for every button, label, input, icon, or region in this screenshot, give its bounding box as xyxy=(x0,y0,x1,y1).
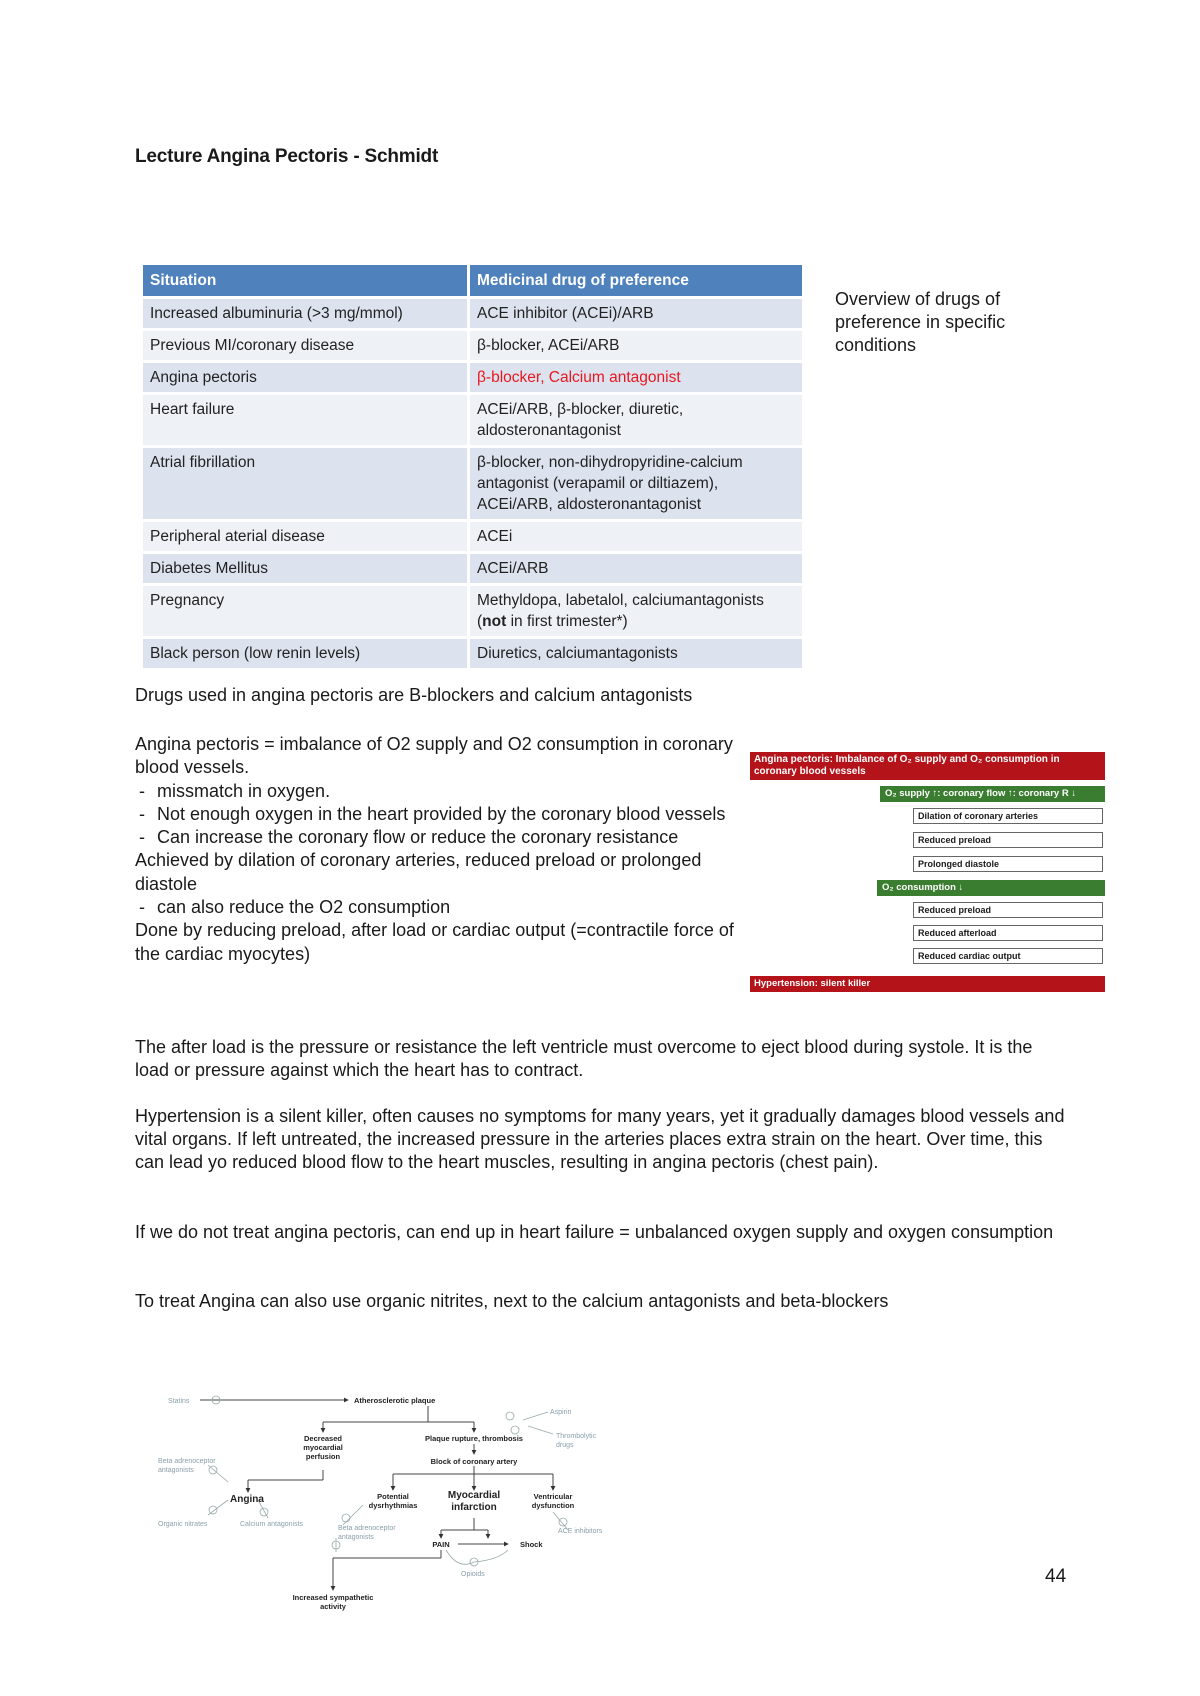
flow-node-ventricular: dysfunction xyxy=(531,1501,575,1510)
list-item: - can also reduce the O2 consumption xyxy=(135,896,735,919)
flow-node-dysrhythmias: dysrhythmias xyxy=(368,1501,418,1510)
page-number: 44 xyxy=(1045,1566,1067,1587)
flow-node-block: Block of coronary artery xyxy=(430,1457,518,1466)
o2-supply-item: Prolonged diastole xyxy=(913,856,1103,872)
drug-cell xyxy=(469,585,804,638)
flow-node-dysrhythmias: Potential xyxy=(377,1492,409,1501)
flow-node-rupture: Plaque rupture, thrombosis xyxy=(425,1434,523,1443)
table-caption: Overview of drugs of preference in specific conditions xyxy=(835,289,1006,355)
table-row xyxy=(143,521,804,553)
table-row xyxy=(143,447,804,521)
flow-drug-calcium: Calcium antagonists xyxy=(240,1521,304,1528)
situation-cell: Previous MI/coronary disease xyxy=(143,330,469,362)
drug-text: Methyldopa, labetalol, calciumantagonists ( xyxy=(477,592,764,630)
drugs-line: Drugs used in angina pectoris are B-blockers and calcium antagonists xyxy=(135,685,693,705)
drug-cell: β-blocker, ACEi/ARB xyxy=(469,330,804,362)
table-row xyxy=(143,638,804,669)
inhibit-icon xyxy=(506,1412,514,1420)
flow-node-decreased: myocardial xyxy=(303,1443,343,1452)
list-item: - Can increase the coronary flow or reduce the coronary resistance xyxy=(135,826,735,849)
drug-cell: β-blocker, non-dihydropyridine-calcium antagonist (verapamil or diltiazem), ACEi/ARB, aldosteronantagonist xyxy=(469,447,804,521)
o2-consumption-item: Reduced preload xyxy=(913,902,1103,918)
flow-node-decreased: perfusion xyxy=(305,1452,341,1461)
flow-drug-beta2: antagonists xyxy=(338,1534,374,1541)
o2-balance-diagram xyxy=(750,752,1105,992)
table-row xyxy=(143,553,804,585)
o2-supply-header: O₂ supply ↑: coronary flow ↑: coronary R ↓ xyxy=(880,786,1105,802)
heart-failure-paragraph: If we do not treat angina pectoris, can end up in heart failure = unbalanced oxygen supply and oxygen consumption xyxy=(135,1222,1054,1242)
flow-node-plaque: Atherosclerotic plaque xyxy=(354,1396,436,1405)
drug-preference-table xyxy=(143,265,805,668)
drug-cell: ACEi xyxy=(469,521,804,553)
flow-drug-thrombolytic: drugs xyxy=(556,1442,574,1449)
flow-drug-thrombolytic: Thrombolytic xyxy=(556,1433,597,1440)
flow-node-sympathetic: activity xyxy=(320,1602,346,1611)
table-row xyxy=(143,394,804,447)
flow-drug-beta: Beta adrenoceptor xyxy=(158,1458,216,1465)
flow-drug-beta: antagonists xyxy=(158,1467,194,1474)
o2-consumption-header: O₂ consumption ↓ xyxy=(877,880,1105,896)
flow-node-ventricular: Ventricular xyxy=(533,1492,573,1501)
flow-node-angina: Angina xyxy=(230,1494,264,1505)
flow-drug-statins: Statins xyxy=(168,1398,190,1405)
flow-node-mi: infarction xyxy=(451,1502,497,1513)
situation-cell: Pregnancy xyxy=(143,585,469,638)
table-row xyxy=(143,330,804,362)
drug-cell-highlighted: β-blocker, Calcium antagonist xyxy=(469,362,804,394)
hypertension-banner: Hypertension: silent killer xyxy=(750,976,1105,992)
inhibit-icon xyxy=(342,1514,350,1522)
situation-cell: Black person (low renin levels) xyxy=(143,638,469,669)
table-row xyxy=(143,585,804,638)
header-situation: Situation xyxy=(143,265,469,298)
situation-cell: Diabetes Mellitus xyxy=(143,553,469,585)
achieved-text: Achieved by dilation of coronary arteries, reduced preload or prolonged diastole xyxy=(135,850,702,894)
flow-node-decreased: Decreased xyxy=(304,1434,342,1443)
flow-drug-aspirin: Aspirin xyxy=(550,1409,572,1416)
o2-consumption-item: Reduced cardiac output xyxy=(913,948,1103,964)
flow-drug-ace: ACE inhibitors xyxy=(558,1528,603,1535)
flow-inhibit-line xyxy=(208,1500,228,1515)
flow-inhibit-line xyxy=(523,1412,548,1420)
angina-explanation xyxy=(135,733,735,966)
flow-node-sympathetic: Increased sympathetic xyxy=(292,1593,374,1602)
bullet-list xyxy=(135,780,735,850)
done-text: Done by reducing preload, after load or cardiac output (=contractile force of the cardiac myocytes) xyxy=(135,920,734,964)
hypertension-paragraph: Hypertension is a silent killer, often causes no symptoms for many years, yet it gradually damages blood vessels and vital organs. If left untreated, the increased pressure in the arteries places extra strain on the heart. Over time, this can lead yo reduced blood flow to the heart muscles, resulting in angina pectoris (chest pain). xyxy=(135,1106,1065,1172)
drug-text: in first trimester*) xyxy=(506,613,628,630)
flow-node-shock: Shock xyxy=(520,1540,543,1549)
situation-cell: Increased albuminuria (>3 mg/mmol) xyxy=(143,298,469,330)
flow-node-pain: PAIN xyxy=(432,1540,450,1549)
situation-cell: Angina pectoris xyxy=(143,362,469,394)
drug-cell: Diuretics, calciumantagonists xyxy=(469,638,804,669)
flow-node-mi: Myocardial xyxy=(447,1490,501,1501)
bullet-list xyxy=(135,896,735,919)
o2-supply-item: Dilation of coronary arteries xyxy=(913,808,1103,824)
flow-drug-beta2: Beta adrenoceptor xyxy=(338,1525,396,1532)
angina-intro: Angina pectoris = imbalance of O2 supply and O2 consumption in coronary blood vessels. xyxy=(135,734,733,778)
o2-diagram-title: Angina pectoris: Imbalance of O₂ supply and O₂ consumption in coronary blood vessels xyxy=(750,752,1105,780)
list-item: - missmatch in oxygen. xyxy=(135,780,735,803)
inhibit-icon xyxy=(260,1508,268,1516)
header-drug: Medicinal drug of preference xyxy=(469,265,804,298)
table-row xyxy=(143,362,804,394)
inhibit-icon xyxy=(559,1518,567,1526)
list-item: - Not enough oxygen in the heart provided by the coronary blood vessels xyxy=(135,803,735,826)
situation-cell: Peripheral aterial disease xyxy=(143,521,469,553)
inhibit-icon xyxy=(209,1506,217,1514)
drug-cell: ACE inhibitor (ACEi)/ARB xyxy=(469,298,804,330)
inhibit-icon xyxy=(209,1466,217,1474)
flow-inhibit-line xyxy=(528,1426,553,1434)
situation-cell: Heart failure xyxy=(143,394,469,447)
drug-bold-text: not xyxy=(482,613,507,630)
table-row xyxy=(143,298,804,330)
o2-supply-item: Reduced preload xyxy=(913,832,1103,848)
inhibit-icon xyxy=(511,1426,519,1434)
o2-consumption-item: Reduced afterload xyxy=(913,925,1103,941)
flow-inhibit-line xyxy=(474,1550,508,1562)
situation-cell: Atrial fibrillation xyxy=(143,447,469,521)
flow-drug-nitrates: Organic nitrates xyxy=(158,1521,208,1528)
drug-cell: ACEi/ARB, β-blocker, diuretic, aldosteronantagonist xyxy=(469,394,804,447)
page-title: Lecture Angina Pectoris - Schmidt xyxy=(135,146,439,167)
table-header-row xyxy=(143,265,804,298)
angina-pathophysiology-flowchart xyxy=(158,1390,638,1635)
drug-cell: ACEi/ARB xyxy=(469,553,804,585)
afterload-paragraph: The after load is the pressure or resistance the left ventricle must overcome to eject blood during systole. It is the load or pressure against which the heart has to contract. xyxy=(135,1037,1033,1080)
flow-drug-opioids: Opioids xyxy=(461,1571,485,1578)
nitrites-paragraph: To treat Angina can also use organic nitrites, next to the calcium antagonists and beta-blockers xyxy=(135,1291,889,1311)
